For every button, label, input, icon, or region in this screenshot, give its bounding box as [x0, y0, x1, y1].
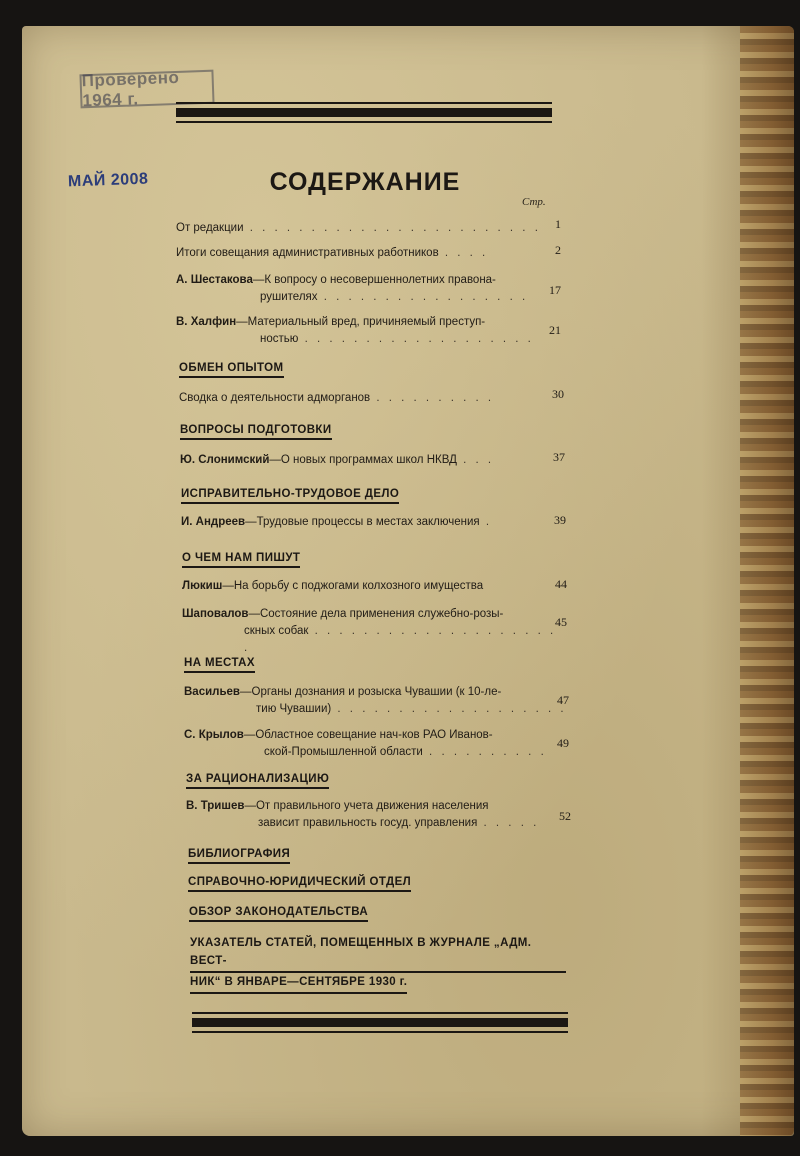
page-column-header: Стр. [522, 196, 546, 208]
entry-author: Ю. Слонимский [180, 454, 270, 466]
section-heading-index [190, 934, 566, 996]
section-heading: СПРАВОЧНО-ЮРИДИЧЕСКИЙ ОТДЕЛ [188, 876, 411, 892]
entry-title: —От правильного учета движения населения [244, 800, 489, 812]
entry-title: —Органы дознания и розыска Чувашии (к 10-ле- [240, 686, 502, 698]
entry-title: —К вопросу о несовершеннолетних правона- [252, 274, 496, 286]
toc-entry: И. Андреев—Трудовые процессы в местах заключения . 39 [181, 513, 566, 528]
entry-page: 44 [555, 577, 567, 591]
entry-page: 1 [555, 217, 561, 231]
toc-entry: Васильев—Органы дознания и розыска Чувашии (к 10-ле- тию Чувашии) . . . . . . . . . . . . . . . . . . . 47 [184, 686, 569, 715]
toc-entry: Итоги совещания административных работников . . . . 2 [176, 243, 561, 259]
toc-entry: Ю. Слонимский—О новых программах школ НКВД . . . 37 [180, 450, 565, 466]
entry-author: Васильев [184, 686, 241, 698]
section-heading: ВОПРОСЫ ПОДГОТОВКИ [180, 424, 332, 440]
entry-page: 39 [554, 513, 566, 527]
section-heading: ОБЗОР ЗАКОНОДАТЕЛЬСТВА [189, 906, 368, 922]
section-heading: ИСПРАВИТЕЛЬНО-ТРУДОВОЕ ДЕЛО [181, 488, 399, 504]
entry-title-cont: скных собак [244, 625, 309, 637]
section-heading: ОБМЕН ОПЫТОМ [179, 362, 284, 378]
top-decorative-rule [176, 102, 552, 128]
entry-title-cont: ской-Промышленной области [264, 746, 423, 758]
entry-page: 21 [549, 323, 561, 337]
bottom-decorative-rule [192, 1012, 568, 1038]
entry-title: —Состояние дела применения служебно-розы- [248, 608, 504, 620]
entry-title: Итоги совещания административных работников [176, 247, 439, 259]
entry-title: —О новых программах школ НКВД [269, 454, 457, 466]
entry-author: А. Шестакова [176, 274, 253, 286]
entry-page: 49 [557, 736, 569, 750]
entry-page: 2 [555, 243, 561, 257]
entry-author: В. Тришев [186, 800, 245, 812]
entry-title: От редакции [176, 222, 244, 234]
entry-author: В. Халфин [176, 316, 237, 328]
entry-author: Люкиш [182, 580, 223, 592]
entry-page: 17 [549, 283, 561, 297]
entry-page: 47 [557, 693, 569, 707]
entry-title: —На борьбу с поджогами колхозного имущества [222, 580, 484, 592]
entry-title-cont: рушителях [260, 291, 318, 303]
entry-title: Сводка о деятельности адморганов [179, 392, 371, 404]
index-heading-line1: УКАЗАТЕЛЬ СТАТЕЙ, ПОМЕЩЕННЫХ В ЖУРНАЛЕ „АДМ. ВЕСТ- [190, 934, 566, 973]
entry-author: Шаповалов [182, 608, 249, 620]
entry-page: 37 [553, 450, 565, 464]
toc-entry: В. Тришев—От правильного учета движения населения зависит правильность госуд. управления . . . . . 52 [186, 800, 571, 829]
book-spine-edge [740, 26, 794, 1136]
entry-page: 52 [559, 809, 571, 823]
entry-title: —Материальный вред, причиняемый преступ- [236, 316, 486, 328]
toc-entry: От редакции . . . . . . . . . . . . . . . . . . . . . . . . 1 [176, 217, 561, 234]
entry-title-cont: зависит правильность госуд. управления [258, 817, 478, 829]
section-heading: ЗА РАЦИОНАЛИЗАЦИЮ [186, 773, 329, 789]
entry-page: 45 [555, 615, 567, 629]
toc-entry: С. Крылов—Областное совещание нач-ков РАО Иванов- ской-Промышленной области . . . . . . . . . . 49 [184, 729, 569, 758]
toc-entry: Сводка о деятельности адморганов . . . . . . . . . . 30 [179, 387, 564, 404]
date-stamp: МАЙ 2008 [67, 170, 149, 191]
library-stamp: Проверено 1964 г. [79, 70, 214, 109]
section-heading: О ЧЕМ НАМ ПИШУТ [182, 552, 300, 568]
page-title: СОДЕРЖАНИЕ [269, 168, 461, 196]
entry-title: —Областное совещание нач-ков РАО Иванов- [243, 729, 493, 741]
entry-title-cont: тию Чувашии) [256, 703, 332, 715]
section-heading: БИБЛИОГРАФИЯ [188, 848, 290, 864]
toc-entry [182, 578, 567, 595]
toc-entry: Шаповалов—Состояние дела применения служебно-розы- скных собак . . . . . . . . . . . . . . . . . . . . . 45 [182, 608, 567, 654]
entry-author: С. Крылов [184, 729, 244, 741]
entry-title-cont: ностью [260, 333, 299, 345]
entry-title: —Трудовые процессы в местах заключения [245, 516, 480, 528]
index-heading-line2: НИК“ В ЯНВАРЕ—СЕНТЯБРЕ 1930 г. [190, 973, 407, 994]
toc-entry: В. Халфин—Материальный вред, причиняемый преступ- ностью . . . . . . . . . . . . . . . . . . . 21 [176, 316, 561, 345]
entry-author: И. Андреев [181, 516, 246, 528]
toc-entry: А. Шестакова—К вопросу о несовершеннолетних правона- рушителях . . . . . . . . . . . . . . . . . 17 [176, 274, 561, 303]
section-heading: НА МЕСТАХ [184, 657, 255, 673]
entry-page: 30 [552, 387, 564, 401]
